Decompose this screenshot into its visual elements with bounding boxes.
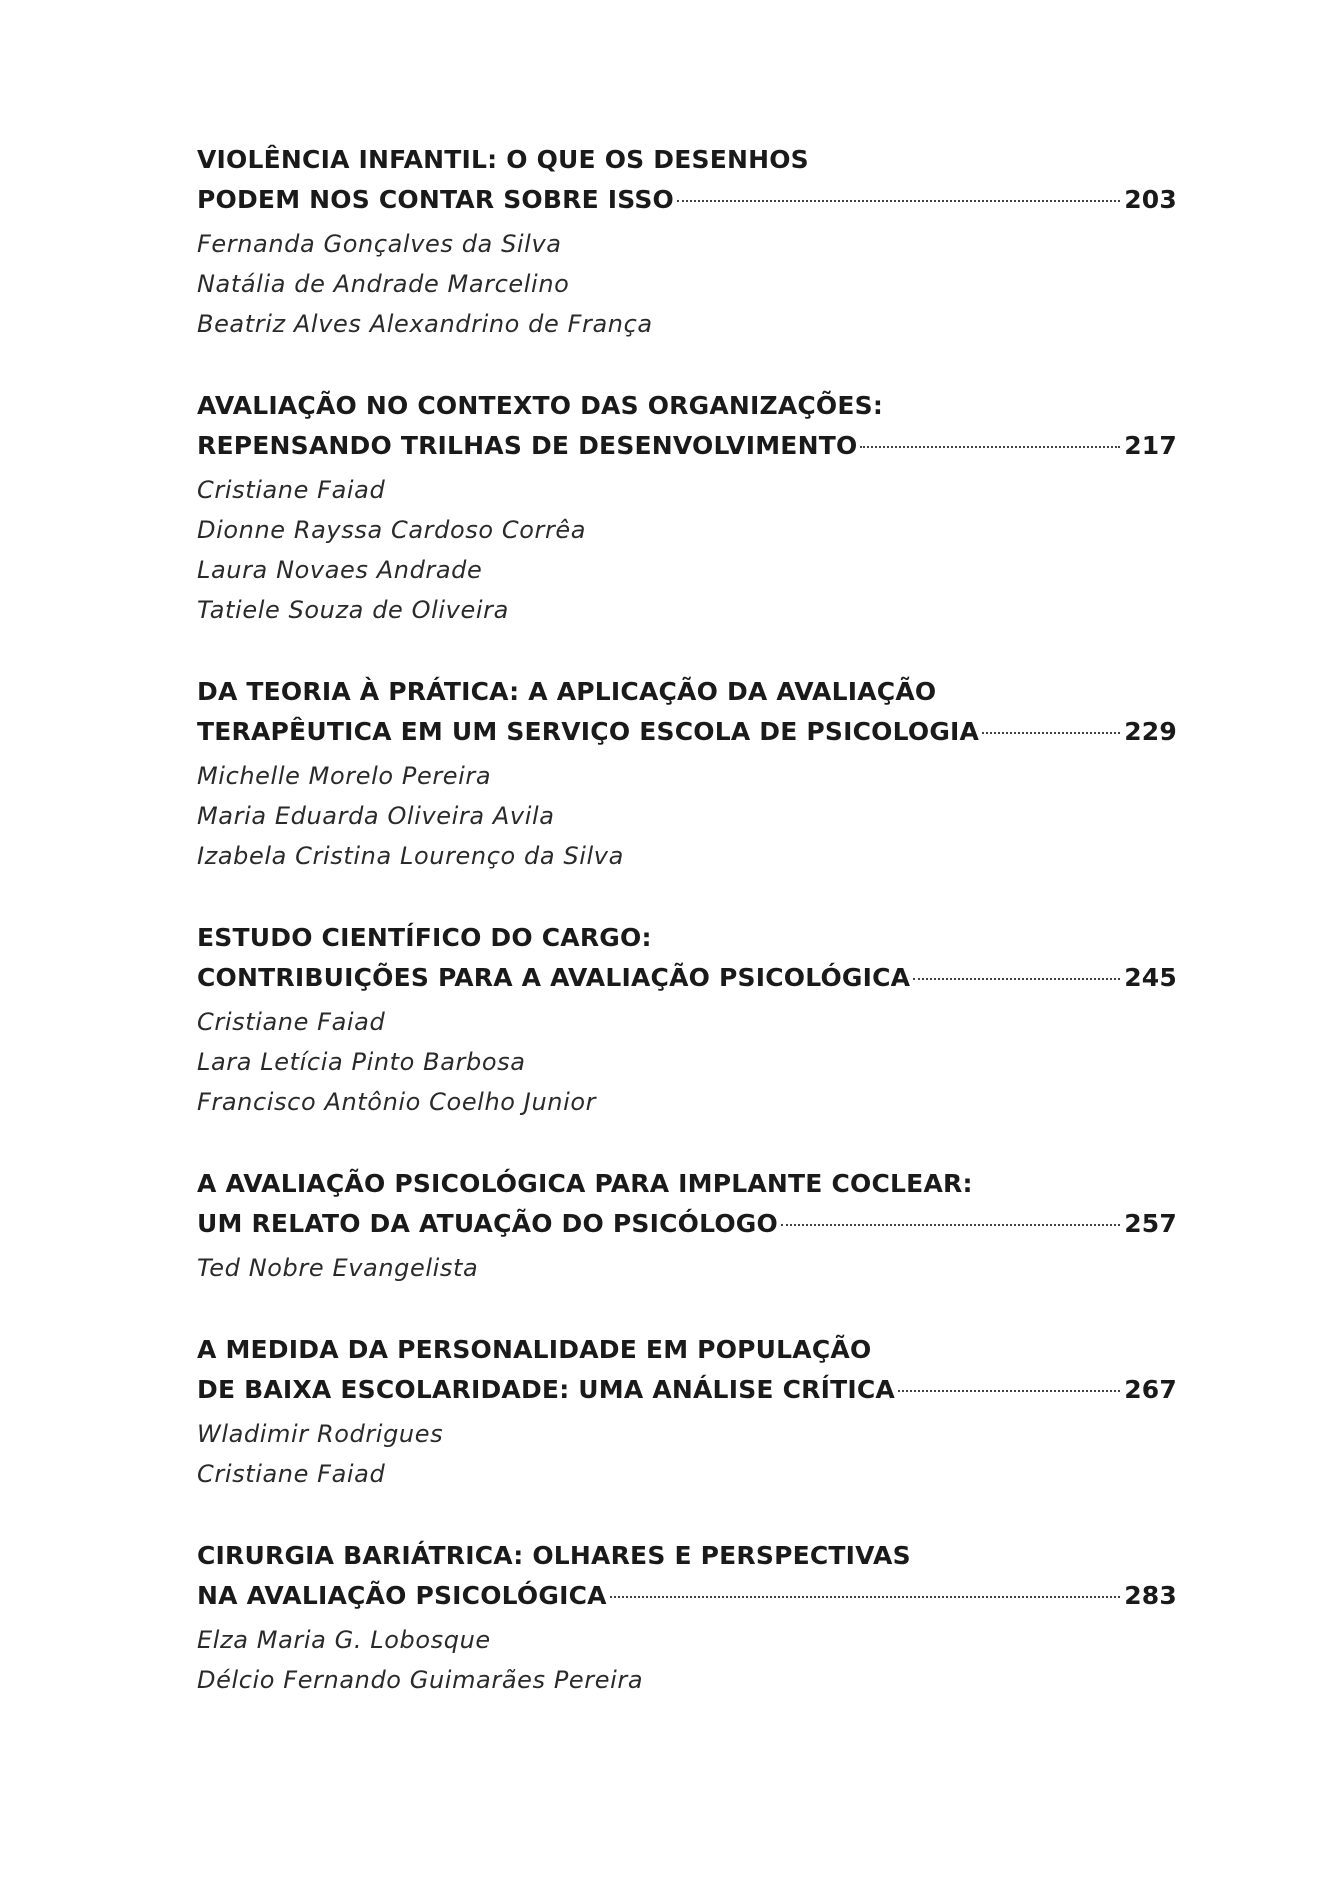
author-list	[197, 1248, 1177, 1288]
author-name: Izabela Cristina Lourenço da Silva	[197, 842, 624, 870]
page-number: 257	[1124, 1209, 1177, 1238]
entry-title-text: DE BAIXA ESCOLARIDADE: UMA ANÁLISE CRÍTICA	[197, 1375, 895, 1404]
author-list	[197, 1002, 1177, 1122]
page-number: 267	[1124, 1375, 1177, 1404]
entry-title-line1: CIRURGIA BARIÁTRICA: OLHARES E PERSPECTIVAS	[197, 1541, 911, 1570]
toc-entry	[197, 1330, 1177, 1494]
author-name: Laura Novaes Andrade	[197, 556, 483, 584]
author-list	[197, 470, 1177, 630]
entry-title-line2	[197, 180, 1177, 220]
page-number: 203	[1124, 185, 1177, 214]
dot-leader	[781, 1224, 1120, 1226]
author-list	[197, 1414, 1177, 1494]
entry-title-line1: DA TEORIA À PRÁTICA: A APLICAÇÃO DA AVALIAÇÃO	[197, 677, 937, 706]
author-list	[197, 756, 1177, 876]
toc-entry	[197, 1164, 1177, 1288]
entry-title-text: NA AVALIAÇÃO PSICOLÓGICA	[197, 1581, 607, 1610]
author-name: Lara Letícia Pinto Barbosa	[197, 1048, 526, 1076]
entry-title-text: REPENSANDO TRILHAS DE DESENVOLVIMENTO	[197, 431, 858, 460]
toc-entry	[197, 672, 1177, 876]
author-list	[197, 224, 1177, 344]
author-name: Fernanda Gonçalves da Silva	[197, 230, 562, 258]
entry-title-line2	[197, 712, 1177, 752]
page-number: 283	[1124, 1581, 1177, 1610]
entry-title-line1: VIOLÊNCIA INFANTIL: O QUE OS DESENHOS	[197, 145, 809, 174]
toc-entry	[197, 140, 1177, 344]
author-name: Elza Maria G. Lobosque	[197, 1626, 491, 1654]
entry-title-line1: ESTUDO CIENTÍFICO DO CARGO:	[197, 923, 652, 952]
toc-entry	[197, 918, 1177, 1122]
page-number: 229	[1124, 717, 1177, 746]
author-name: Tatiele Souza de Oliveira	[197, 596, 509, 624]
dot-leader	[913, 978, 1120, 980]
entry-title-text: TERAPÊUTICA EM UM SERVIÇO ESCOLA DE PSICOLOGIA	[197, 717, 980, 746]
author-name: Francisco Antônio Coelho Junior	[197, 1088, 597, 1116]
author-name: Beatriz Alves Alexandrino de França	[197, 310, 653, 338]
table-of-contents	[197, 140, 1177, 1742]
entry-title-line1: A AVALIAÇÃO PSICOLÓGICA PARA IMPLANTE COCLEAR:	[197, 1169, 973, 1198]
author-name: Cristiane Faiad	[197, 1008, 386, 1036]
author-name: Michelle Morelo Pereira	[197, 762, 492, 790]
author-name: Wladimir Rodrigues	[197, 1420, 444, 1448]
page-number: 245	[1124, 963, 1177, 992]
entry-title-line2	[197, 1576, 1177, 1616]
author-name: Délcio Fernando Guimarães Pereira	[197, 1666, 644, 1694]
author-name: Cristiane Faiad	[197, 476, 386, 504]
entry-title-line1: AVALIAÇÃO NO CONTEXTO DAS ORGANIZAÇÕES:	[197, 391, 884, 420]
author-name: Cristiane Faiad	[197, 1460, 386, 1488]
author-name: Maria Eduarda Oliveira Avila	[197, 802, 555, 830]
dot-leader	[982, 732, 1120, 734]
author-name: Natália de Andrade Marcelino	[197, 270, 570, 298]
entry-title-text: PODEM NOS CONTAR SOBRE ISSO	[197, 185, 674, 214]
entry-title-line2	[197, 958, 1177, 998]
entry-title-line2	[197, 426, 1177, 466]
entry-title-text: UM RELATO DA ATUAÇÃO DO PSICÓLOGO	[197, 1209, 778, 1238]
toc-entry	[197, 1536, 1177, 1700]
entry-title-line2	[197, 1204, 1177, 1244]
dot-leader	[610, 1596, 1121, 1598]
entry-title-line1: A MEDIDA DA PERSONALIDADE EM POPULAÇÃO	[197, 1335, 872, 1364]
dot-leader	[860, 446, 1120, 448]
toc-entry	[197, 386, 1177, 630]
author-list	[197, 1620, 1177, 1700]
page-number: 217	[1124, 431, 1177, 460]
entry-title-line2	[197, 1370, 1177, 1410]
author-name: Ted Nobre Evangelista	[197, 1254, 479, 1282]
dot-leader	[898, 1390, 1120, 1392]
author-name: Dionne Rayssa Cardoso Corrêa	[197, 516, 587, 544]
dot-leader	[677, 200, 1120, 202]
entry-title-text: CONTRIBUIÇÕES PARA A AVALIAÇÃO PSICOLÓGICA	[197, 963, 911, 992]
